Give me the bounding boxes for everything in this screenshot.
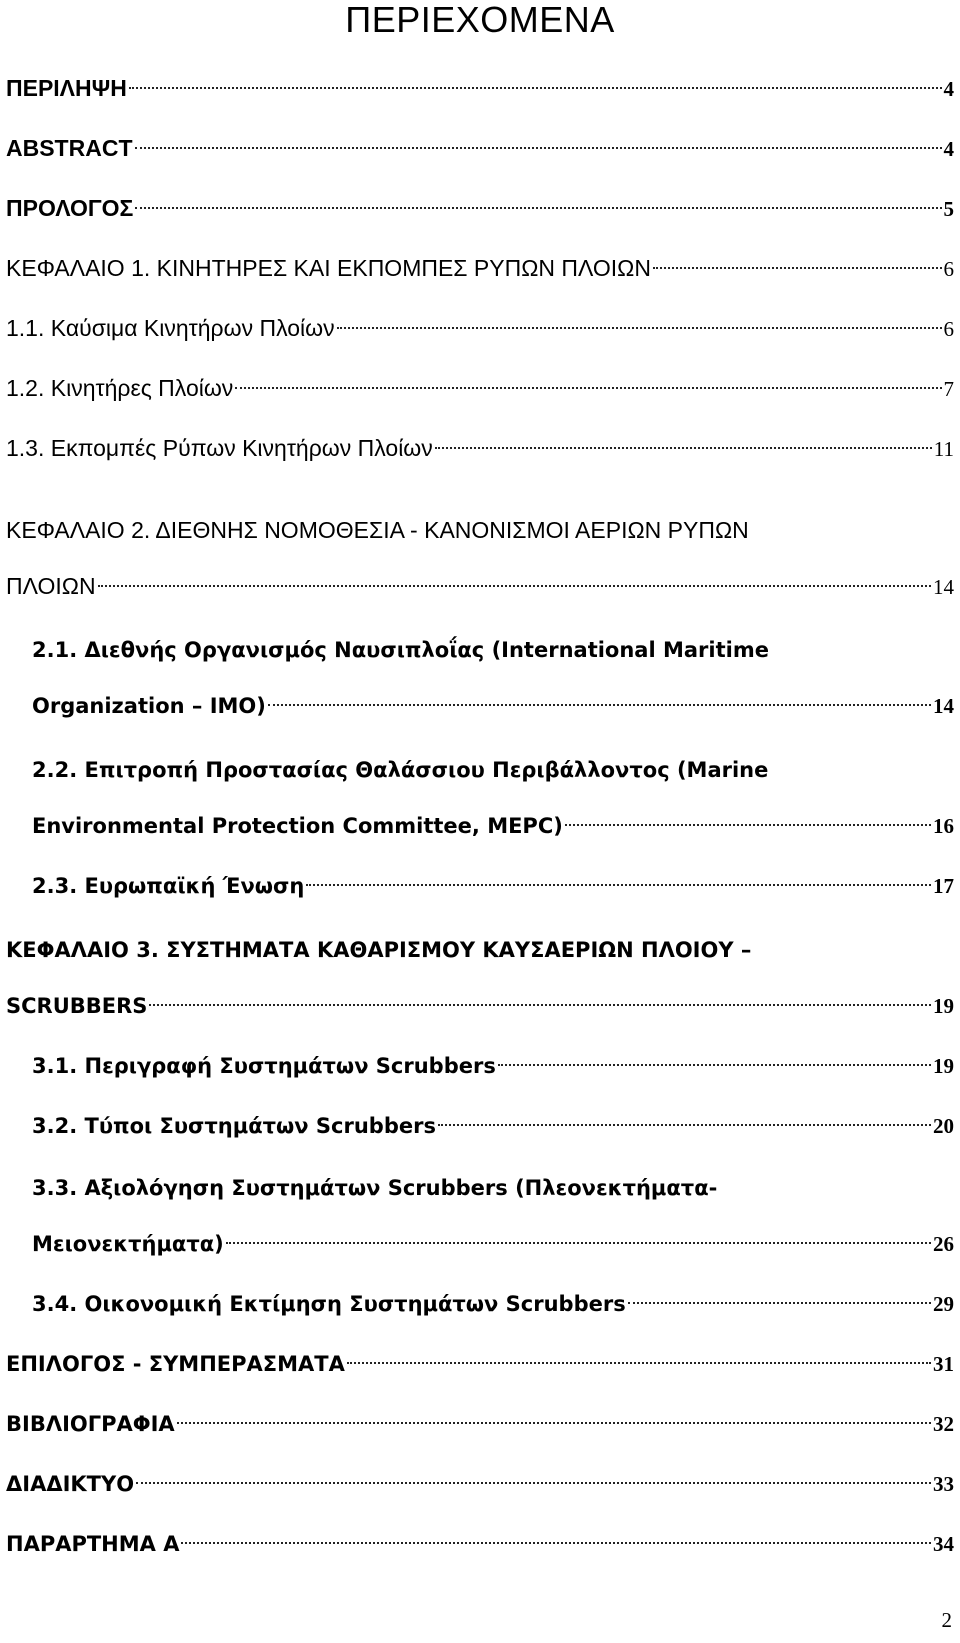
dot-leader [235, 387, 941, 389]
toc-entry[interactable] [32, 1046, 954, 1086]
toc-entry-title: 2.3. Ευρωπαϊκή Ένωση [32, 874, 305, 898]
toc-entry-title: 1.1. Καύσιμα Κινητήρων Πλοίων [6, 315, 335, 341]
toc-entry[interactable] [6, 1404, 954, 1444]
dot-leader [268, 704, 931, 706]
toc-entry-page: 14 [933, 694, 954, 718]
toc-entry-page: 6 [943, 317, 954, 341]
toc-entry-page: 33 [933, 1472, 954, 1496]
toc-entry-title: Environmental Protection Committee, MEPC) [32, 814, 563, 838]
toc-entry-title: Μειονεκτήματα) [32, 1232, 224, 1256]
toc-entry-title: ΠΑΡΑΡΤΗΜΑ Α [6, 1532, 180, 1556]
dot-leader [435, 447, 932, 449]
dot-leader [438, 1124, 931, 1126]
toc-entry[interactable] [32, 686, 954, 726]
page-title: ΠΕΡΙΕΧΟΜΕΝΑ [345, 0, 615, 40]
toc-entry[interactable] [6, 68, 954, 108]
toc-entry-title: ΠΛΟΙΩΝ [6, 573, 96, 599]
toc-entry[interactable] [6, 188, 954, 228]
dot-leader [135, 207, 941, 209]
toc-entry[interactable] [6, 128, 954, 168]
toc-entry-title: Organization – IMO) [32, 694, 266, 718]
toc-entry-page: 19 [933, 1054, 954, 1078]
dot-leader [177, 1422, 931, 1424]
toc-entry[interactable] [32, 1224, 954, 1264]
dot-leader [337, 327, 942, 329]
dot-leader [226, 1242, 931, 1244]
toc-entry[interactable] [6, 248, 954, 288]
toc-entry-title: 1.3. Εκπομπές Ρύπων Κινητήρων Πλοίων [6, 435, 433, 461]
toc-entry[interactable] [32, 806, 954, 846]
toc-entry[interactable] [6, 1464, 954, 1504]
toc-entry-page: 7 [943, 377, 954, 401]
toc-entry-page: 20 [933, 1114, 954, 1138]
dot-leader [135, 147, 942, 149]
toc-entry-page: 6 [943, 257, 954, 281]
toc-entry-page: 31 [933, 1352, 954, 1376]
toc-entry-page: 29 [933, 1292, 954, 1316]
toc-entry[interactable] [6, 1344, 954, 1384]
toc-entry-title-line1: 2.1. Διεθνής Οργανισμός Ναυσιπλοΐας (International Maritime [32, 638, 769, 662]
dot-leader [129, 87, 942, 89]
toc-entry-page: 26 [933, 1232, 954, 1256]
toc-entry-title: 3.4. Οικονομική Εκτίμηση Συστημάτων Scrubbers [32, 1292, 626, 1316]
toc-entry-title-line1: 2.2. Επιτροπή Προστασίας Θαλάσσιου Περιβάλλοντος (Marine [32, 758, 769, 782]
toc-entry-page: 32 [933, 1412, 954, 1436]
toc-entry-title: ΠΡΟΛΟΓΟΣ [6, 195, 134, 221]
toc-entry-title: ΕΠΙΛΟΓΟΣ - ΣΥΜΠΕΡΑΣΜΑΤΑ [6, 1352, 345, 1376]
toc-entry[interactable] [32, 1106, 954, 1146]
toc-entry-page: 19 [933, 994, 954, 1018]
toc-entry-page: 14 [933, 575, 954, 599]
dot-leader [628, 1302, 931, 1304]
toc-entry[interactable] [6, 308, 954, 348]
dot-leader [653, 267, 942, 269]
toc-entry-title: SCRUBBERS [6, 994, 148, 1018]
dot-leader [181, 1542, 931, 1544]
toc-entry-page: 34 [933, 1532, 954, 1556]
toc-entry[interactable] [6, 368, 954, 408]
toc-entry[interactable] [32, 866, 954, 906]
toc-entry-page: 4 [943, 137, 954, 161]
toc-entry-page: 16 [933, 814, 954, 838]
dot-leader [565, 824, 931, 826]
dot-leader [98, 585, 931, 587]
dot-leader [149, 1004, 931, 1006]
toc-entry-page: 11 [933, 437, 954, 461]
toc-entry-title-line1: 3.3. Αξιολόγηση Συστημάτων Scrubbers (Πλεονεκτήματα- [32, 1176, 718, 1200]
toc-entry-title-line1: ΚΕΦΑΛΑΙΟ 3. ΣΥΣΤΗΜΑΤΑ ΚΑΘΑΡΙΣΜΟΥ ΚΑΥΣΑΕΡΙΩΝ ΠΛΟΙΟΥ – [6, 938, 752, 962]
toc-entry-title: 3.1. Περιγραφή Συστημάτων Scrubbers [32, 1054, 496, 1078]
toc-entry-title: ΠΕΡΙΛΗΨΗ [6, 75, 127, 101]
dot-leader [136, 1482, 931, 1484]
toc-entry-page: 17 [933, 874, 954, 898]
toc-entry-page: 4 [943, 77, 954, 101]
toc-entry[interactable] [6, 566, 954, 606]
toc-entry-title-line1: ΚΕΦΑΛΑΙΟ 2. ΔΙΕΘΝΗΣ ΝΟΜΟΘΕΣΙΑ - ΚΑΝΟΝΙΣΜΟΙ ΑΕΡΙΩΝ ΡΥΠΩΝ [6, 517, 749, 543]
toc-entry-page: 5 [943, 197, 954, 221]
dot-leader [498, 1064, 931, 1066]
dot-leader [306, 884, 931, 886]
toc-entry-title: ΚΕΦΑΛΑΙΟ 1. ΚΙΝΗΤΗΡΕΣ ΚΑΙ ΕΚΠΟΜΠΕΣ ΡΥΠΩΝ ΠΛΟΙΩΝ [6, 255, 651, 281]
toc-entry[interactable] [6, 1524, 954, 1564]
toc-entry[interactable] [6, 986, 954, 1026]
toc-entry[interactable] [6, 428, 954, 468]
toc-entry[interactable] [32, 1284, 954, 1324]
dot-leader [347, 1362, 931, 1364]
toc-entry-title: 1.2. Κινητήρες Πλοίων [6, 375, 234, 401]
toc-entry-title: 3.2. Τύποι Συστημάτων Scrubbers [32, 1114, 436, 1138]
toc-entry-title: ΒΙΒΛΙΟΓΡΑΦΙΑ [6, 1412, 175, 1436]
toc-entry-title: ΔΙΑΔΙΚΤΥΟ [6, 1472, 135, 1496]
page-number: 2 [941, 1608, 952, 1632]
toc-entry-title: ABSTRACT [6, 135, 133, 161]
